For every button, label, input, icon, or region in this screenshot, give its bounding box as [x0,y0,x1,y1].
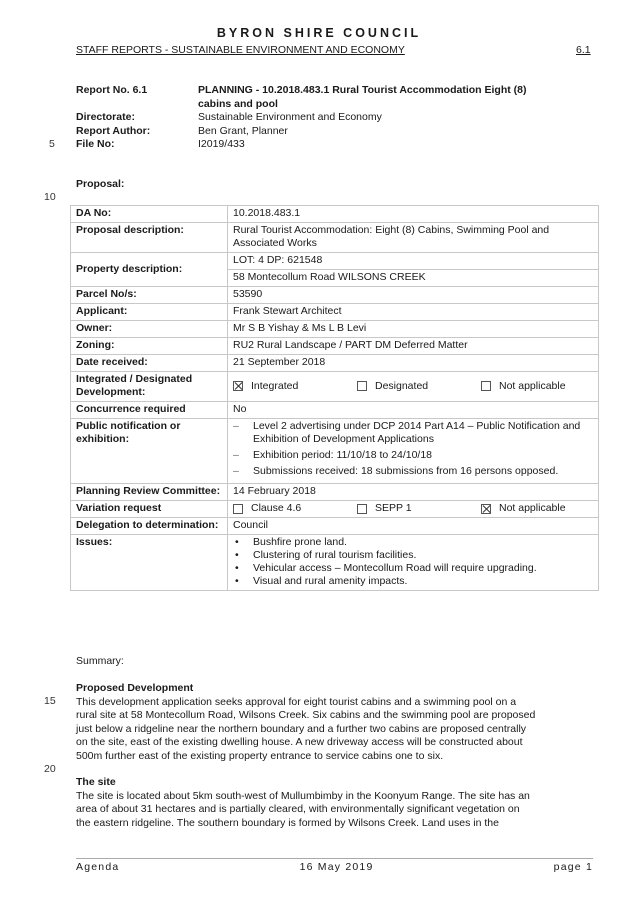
footer-page: page 1 [553,861,593,873]
zoning-value: RU2 Rural Landscape / PART DM Deferred Matter [228,338,599,355]
line-number: 10 [44,191,56,203]
option-designated: Designated [357,380,481,393]
integrated-label: Integrated / Designated Development: [71,372,228,402]
table-row [71,484,599,501]
option-not-applicable: Not applicable [481,380,566,393]
line-number: 20 [44,763,56,775]
table-row [71,372,599,402]
list-item: – Exhibition period: 11/10/18 to 24/10/18 [233,449,593,462]
table-row [71,355,599,372]
table-row [71,321,599,338]
proposal-table [70,205,599,591]
author-label: Report Author: [76,124,151,137]
applicant-value: Frank Stewart Architect [228,304,599,321]
table-row [71,501,599,518]
zoning-label: Zoning: [71,338,228,355]
paragraph-line: rural site at 58 Montecollum Road, Wilsons Creek. Six cabins and the swimming pool are proposed [76,709,536,721]
site-section [76,776,596,830]
section-header: STAFF REPORTS - SUSTAINABLE ENVIRONMENT AND ECONOMY [76,44,405,56]
list-item: – Level 2 advertising under DCP 2014 Part A14 – Public Notification and Exhibition of Development Applications [233,420,593,446]
property-lot: LOT: 4 DP: 621548 [228,253,599,270]
site-heading: The site [76,776,116,788]
checkbox-icon [233,504,243,514]
proposal-value: Rural Tourist Accommodation: Eight (8) Cabins, Swimming Pool and Associated Works [228,223,599,253]
checkbox-icon [481,381,491,391]
paragraph-line: on the site, east of the existing dwelling house. A new driveway access will be constructed about [76,736,523,748]
footer-agenda: Agenda [76,861,120,873]
proposal-label: Proposal description: [71,223,228,253]
table-row [71,304,599,321]
review-label: Planning Review Committee: [71,484,228,501]
owner-value: Mr S B Yishay & Ms L B Levi [228,321,599,338]
file-label: File No: [76,138,115,150]
summary-heading: Summary: [76,655,124,667]
issues-label: Issues: [71,535,228,591]
table-row [71,287,599,304]
table-row [71,338,599,355]
list-item: • Visual and rural amenity impacts. [233,575,593,588]
list-item: • Vehicular access – Montecollum Road will require upgrading. [233,562,593,575]
da-no-label: DA No: [71,206,228,223]
table-row [71,402,599,419]
directorate-value: Sustainable Environment and Economy [198,111,382,123]
option-clause-4-6: Clause 4.6 [233,502,357,515]
table-row [71,535,599,591]
da-no-value: 10.2018.483.1 [228,206,599,223]
property-address: 58 Montecollum Road WILSONS CREEK [228,270,599,287]
table-row [71,419,599,484]
file-value: I2019/433 [198,138,245,150]
page-footer [76,858,593,873]
date-value: 21 September 2018 [228,355,599,372]
list-item: • Bushfire prone land. [233,536,593,549]
notification-list [233,420,593,478]
date-label: Date received: [71,355,228,372]
table-row [71,518,599,535]
property-label: Property description: [71,253,228,287]
table-row [71,253,599,270]
checkbox-icon [357,381,367,391]
paragraph-line: The site is located about 5km south-west of Mullumbimby in the Koonyum Range. The site has an [76,789,530,802]
report-meta [76,84,596,152]
checked-box-icon [233,381,243,391]
paragraph-line: the eastern ridgeline. The southern boundary is formed by Wilsons Creek. Land uses in the [76,816,499,829]
paragraph-line: This development application seeks approval for eight tourist cabins and a swimming pool on a [76,695,517,708]
proposed-heading: Proposed Development [76,682,194,694]
report-title-line1: PLANNING - 10.2018.483.1 Rural Tourist Accommodation Eight (8) [198,84,527,96]
checked-box-icon [481,504,491,514]
paragraph-line: area of about 31 hectares and is partially cleared, with environmentally significant vegetation on [76,803,520,815]
concurrence-label: Concurrence required [71,402,228,419]
issues-list [233,536,593,588]
checkbox-icon [357,504,367,514]
author-value: Ben Grant, Planner [198,124,288,137]
delegation-label: Delegation to determination: [71,518,228,535]
variation-label: Variation request [71,501,228,518]
option-not-applicable: Not applicable [481,502,566,515]
table-row [71,206,599,223]
owner-label: Owner: [71,321,228,338]
option-sepp-1: SEPP 1 [357,502,481,515]
list-item: • Clustering of rural tourism facilities. [233,549,593,562]
council-name: BYRON SHIRE COUNCIL [216,26,422,40]
concurrence-value: No [228,402,599,419]
proposal-heading: Proposal: [76,178,125,190]
paragraph-line: 500m further east of the existing property entrance to service cabins one to six. [76,749,444,762]
notification-label: Public notification or exhibition: [71,419,228,484]
line-number: 5 [49,138,55,150]
line-number: 15 [44,695,56,707]
paragraph-line: just below a ridgeline near the northern boundary and a further two cabins are proposed centrally [76,722,527,735]
report-title-line2: cabins and pool [198,97,278,110]
review-value: 14 February 2018 [228,484,599,501]
delegation-value: Council [228,518,599,535]
section-number: 6.1 [576,44,591,56]
table-row [71,223,599,253]
report-no: Report No. 6.1 [76,84,148,96]
option-integrated: Integrated [233,380,357,393]
footer-date: 16 May 2019 [299,861,374,873]
applicant-label: Applicant: [71,304,228,321]
directorate-label: Directorate: [76,111,135,123]
list-item: – Submissions received: 18 submissions from 16 persons opposed. [233,465,593,478]
parcel-label: Parcel No/s: [71,287,228,304]
proposed-section [76,682,596,763]
parcel-value: 53590 [228,287,599,304]
